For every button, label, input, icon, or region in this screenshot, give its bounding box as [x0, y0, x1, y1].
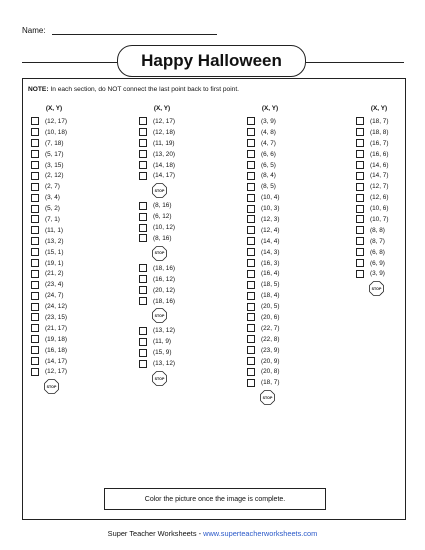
point-checkbox[interactable] — [139, 286, 147, 294]
point-checkbox[interactable] — [31, 292, 39, 300]
name-line[interactable] — [52, 26, 217, 35]
point-label: (14, 6) — [370, 161, 389, 169]
point-item — [247, 160, 293, 171]
point-checkbox[interactable] — [356, 237, 364, 245]
point-checkbox[interactable] — [31, 368, 39, 376]
point-item — [356, 138, 402, 149]
point-item — [247, 366, 293, 377]
name-label: Name: — [22, 26, 46, 35]
point-checkbox[interactable] — [247, 357, 255, 365]
point-item — [31, 192, 77, 203]
point-label: (14, 18) — [153, 161, 176, 169]
point-item — [31, 290, 77, 301]
point-checkbox[interactable] — [247, 194, 255, 202]
point-label: (12, 6) — [370, 194, 389, 202]
point-label: (10, 6) — [370, 205, 389, 213]
point-item — [247, 290, 293, 301]
point-checkbox[interactable] — [31, 335, 39, 343]
point-checkbox[interactable] — [247, 183, 255, 191]
point-label: (2, 12) — [45, 172, 64, 180]
point-label: (20, 9) — [261, 357, 280, 365]
stop-sign — [356, 279, 402, 298]
point-item — [356, 149, 402, 160]
stop-sign — [139, 369, 185, 388]
point-item — [356, 192, 402, 203]
point-item — [356, 160, 402, 171]
point-label: (18, 7) — [370, 117, 389, 125]
point-label: (24, 7) — [45, 292, 64, 300]
stop-sign-icon — [152, 371, 167, 386]
point-checkbox[interactable] — [356, 161, 364, 169]
point-label: (14, 3) — [261, 248, 280, 256]
point-item — [247, 214, 293, 225]
point-label: (18, 16) — [153, 297, 176, 305]
point-label: (11, 9) — [153, 338, 171, 346]
point-label: (20, 8) — [261, 368, 280, 376]
point-label: (13, 2) — [45, 237, 64, 245]
point-item — [139, 233, 185, 244]
point-item — [31, 366, 77, 377]
column-header: (X, Y) — [153, 105, 171, 112]
point-label: (12, 7) — [370, 183, 389, 191]
point-label: (3, 9) — [261, 117, 276, 125]
note — [28, 86, 239, 93]
point-checkbox[interactable] — [31, 313, 39, 321]
point-item — [139, 285, 185, 296]
point-label: (5, 2) — [45, 205, 60, 213]
point-checkbox[interactable] — [31, 215, 39, 223]
point-checkbox[interactable] — [247, 313, 255, 321]
point-label: (8, 5) — [261, 183, 276, 191]
point-item — [356, 214, 402, 225]
point-label: (16, 6) — [370, 150, 389, 158]
point-checkbox[interactable] — [31, 248, 39, 256]
point-label: (8, 7) — [370, 237, 385, 245]
point-checkbox[interactable] — [31, 259, 39, 267]
column-header: (X, Y) — [370, 105, 388, 112]
stop-sign-icon — [152, 308, 167, 323]
point-label: (12, 3) — [261, 215, 280, 223]
point-item — [356, 170, 402, 181]
point-label: (23, 9) — [261, 346, 280, 354]
point-item — [139, 138, 185, 149]
stop-sign-icon — [260, 390, 275, 405]
stop-sign-icon — [152, 183, 167, 198]
column-4 — [356, 105, 402, 298]
point-checkbox[interactable] — [247, 281, 255, 289]
point-checkbox[interactable] — [139, 172, 147, 180]
point-item — [139, 170, 185, 181]
point-checkbox[interactable] — [356, 259, 364, 267]
point-checkbox[interactable] — [31, 161, 39, 169]
point-label: (22, 7) — [261, 324, 280, 332]
point-checkbox[interactable] — [247, 161, 255, 169]
point-checkbox[interactable] — [139, 224, 147, 232]
point-checkbox[interactable] — [31, 150, 39, 158]
point-checkbox[interactable] — [356, 248, 364, 256]
point-checkbox[interactable] — [356, 128, 364, 136]
point-item — [247, 127, 293, 138]
point-label: (12, 17) — [45, 117, 68, 125]
name-row — [22, 26, 217, 35]
point-item — [356, 258, 402, 269]
point-item — [247, 203, 293, 214]
point-label: (3, 4) — [45, 194, 60, 202]
point-checkbox[interactable] — [31, 281, 39, 289]
point-label: (2, 7) — [45, 183, 60, 191]
point-checkbox[interactable] — [247, 172, 255, 180]
point-label: (18, 8) — [370, 128, 389, 136]
point-checkbox[interactable] — [139, 139, 147, 147]
point-checkbox[interactable] — [247, 128, 255, 136]
point-label: (10, 4) — [261, 194, 280, 202]
point-checkbox[interactable] — [31, 128, 39, 136]
point-checkbox[interactable] — [31, 346, 39, 354]
point-label: (21, 17) — [45, 324, 68, 332]
point-checkbox[interactable] — [247, 248, 255, 256]
stop-sign — [139, 181, 185, 200]
point-item — [139, 263, 185, 274]
point-checkbox[interactable] — [31, 183, 39, 191]
point-label: (16, 18) — [45, 346, 68, 354]
title-rule-left — [22, 62, 117, 63]
point-item — [31, 301, 77, 312]
point-label: (19, 1) — [45, 259, 64, 267]
point-item — [247, 377, 293, 388]
point-item — [139, 358, 185, 369]
point-checkbox[interactable] — [139, 234, 147, 242]
page-title: Happy Halloween — [117, 45, 306, 77]
color-instruction: Color the picture once the image is complete. — [104, 488, 326, 510]
point-item — [31, 149, 77, 160]
point-label: (8, 8) — [370, 226, 385, 234]
point-label: (6, 8) — [370, 248, 385, 256]
point-checkbox[interactable] — [139, 275, 147, 283]
point-label: (7, 18) — [45, 139, 64, 147]
point-label: (8, 16) — [153, 202, 172, 210]
stop-sign — [247, 388, 293, 407]
point-label: (4, 8) — [261, 128, 276, 136]
point-checkbox[interactable] — [139, 338, 147, 346]
point-item — [356, 203, 402, 214]
point-label: (6, 9) — [370, 259, 385, 267]
point-label: (13, 12) — [153, 327, 176, 335]
point-item — [31, 334, 77, 345]
footer-text: Super Teacher Worksheets - — [107, 529, 204, 538]
stop-label: STOP — [154, 376, 165, 381]
column-3 — [247, 105, 293, 407]
point-item — [31, 138, 77, 149]
point-checkbox[interactable] — [247, 215, 255, 223]
column-header: (X, Y) — [45, 105, 63, 112]
stop-label: STOP — [154, 188, 165, 193]
point-item — [31, 116, 77, 127]
worksheet-frame — [22, 78, 406, 520]
stop-sign-icon — [44, 379, 59, 394]
point-checkbox[interactable] — [139, 360, 147, 368]
point-item — [356, 236, 402, 247]
point-label: (3, 15) — [45, 161, 64, 169]
point-label: (14, 7) — [370, 172, 389, 180]
point-item — [31, 181, 77, 192]
point-item — [247, 247, 293, 258]
point-label: (12, 17) — [45, 368, 68, 376]
point-checkbox[interactable] — [31, 357, 39, 365]
point-label: (18, 4) — [261, 292, 280, 300]
point-item — [139, 296, 185, 307]
title-rule-right — [306, 62, 404, 63]
point-label: (20, 5) — [261, 303, 280, 311]
note-label: NOTE: — [28, 86, 49, 93]
point-item — [139, 160, 185, 171]
point-item — [247, 138, 293, 149]
point-item — [31, 203, 77, 214]
point-checkbox[interactable] — [247, 205, 255, 213]
stop-label: STOP — [154, 251, 165, 256]
point-checkbox[interactable] — [139, 150, 147, 158]
point-label: (15, 9) — [153, 349, 172, 357]
point-checkbox[interactable] — [139, 213, 147, 221]
point-checkbox[interactable] — [356, 117, 364, 125]
point-checkbox[interactable] — [247, 368, 255, 376]
point-label: (4, 7) — [261, 139, 276, 147]
footer — [0, 529, 425, 538]
point-checkbox[interactable] — [31, 324, 39, 332]
point-checkbox[interactable] — [356, 139, 364, 147]
point-item — [247, 192, 293, 203]
point-checkbox[interactable] — [31, 237, 39, 245]
point-label: (14, 4) — [261, 237, 280, 245]
point-label: (23, 15) — [45, 313, 68, 321]
point-checkbox[interactable] — [247, 237, 255, 245]
point-label: (23, 4) — [45, 281, 64, 289]
stop-sign — [139, 244, 185, 263]
point-checkbox[interactable] — [247, 292, 255, 300]
point-checkbox[interactable] — [139, 161, 147, 169]
point-checkbox[interactable] — [247, 226, 255, 234]
point-label: (16, 4) — [261, 270, 280, 278]
point-label: (14, 17) — [45, 357, 68, 365]
stop-label: STOP — [154, 313, 165, 318]
point-item — [139, 116, 185, 127]
point-checkbox[interactable] — [356, 150, 364, 158]
point-checkbox[interactable] — [31, 194, 39, 202]
point-label: (11, 19) — [153, 139, 175, 147]
stop-label: STOP — [46, 384, 57, 389]
point-label: (11, 1) — [45, 226, 63, 234]
point-item — [31, 258, 77, 269]
point-item — [139, 222, 185, 233]
point-item — [31, 247, 77, 258]
point-checkbox[interactable] — [31, 303, 39, 311]
point-item — [139, 274, 185, 285]
point-label: (10, 12) — [153, 224, 176, 232]
point-label: (18, 7) — [261, 379, 280, 387]
point-item — [139, 325, 185, 336]
point-item — [247, 334, 293, 345]
point-item — [247, 236, 293, 247]
point-checkbox[interactable] — [31, 117, 39, 125]
point-checkbox[interactable] — [247, 139, 255, 147]
point-label: (10, 7) — [370, 215, 389, 223]
stop-label: STOP — [371, 286, 382, 291]
point-item — [139, 347, 185, 358]
point-item — [139, 336, 185, 347]
point-label: (10, 3) — [261, 205, 280, 213]
point-label: (18, 16) — [153, 264, 176, 272]
point-item — [247, 301, 293, 312]
point-item — [139, 211, 185, 222]
point-checkbox[interactable] — [31, 270, 39, 278]
point-label: (10, 18) — [45, 128, 68, 136]
point-label: (16, 3) — [261, 259, 280, 267]
point-item — [247, 323, 293, 334]
point-item — [139, 200, 185, 211]
point-item — [247, 268, 293, 279]
point-item — [31, 268, 77, 279]
point-label: (12, 18) — [153, 128, 176, 136]
note-text: In each section, do NOT connect the last point back to first point. — [50, 86, 239, 93]
point-item — [139, 127, 185, 138]
point-item — [31, 127, 77, 138]
point-item — [356, 181, 402, 192]
point-checkbox[interactable] — [139, 128, 147, 136]
point-label: (16, 12) — [153, 275, 176, 283]
footer-link[interactable]: www.superteacherworksheets.com — [203, 529, 318, 538]
point-item — [31, 356, 77, 367]
point-label: (24, 12) — [45, 303, 68, 311]
point-label: (5, 17) — [45, 150, 64, 158]
point-item — [31, 214, 77, 225]
stop-sign-icon — [152, 246, 167, 261]
point-label: (6, 5) — [261, 161, 276, 169]
point-item — [247, 170, 293, 181]
point-checkbox[interactable] — [31, 139, 39, 147]
point-item — [139, 149, 185, 160]
point-label: (19, 18) — [45, 335, 68, 343]
point-label: (12, 4) — [261, 226, 280, 234]
point-item — [247, 279, 293, 290]
point-label: (13, 12) — [153, 360, 176, 368]
point-checkbox[interactable] — [139, 117, 147, 125]
stop-label: STOP — [262, 395, 273, 400]
point-item — [31, 236, 77, 247]
point-label: (8, 4) — [261, 172, 276, 180]
point-item — [31, 345, 77, 356]
point-checkbox[interactable] — [356, 183, 364, 191]
stop-sign — [139, 306, 185, 325]
point-checkbox[interactable] — [247, 346, 255, 354]
point-checkbox[interactable] — [356, 215, 364, 223]
point-item — [247, 225, 293, 236]
point-checkbox[interactable] — [356, 205, 364, 213]
point-item — [31, 312, 77, 323]
point-label: (14, 17) — [153, 172, 176, 180]
stop-sign-icon — [369, 281, 384, 296]
point-label: (15, 1) — [45, 248, 64, 256]
point-checkbox[interactable] — [356, 270, 364, 278]
point-label: (8, 16) — [153, 234, 172, 242]
point-checkbox[interactable] — [247, 303, 255, 311]
point-checkbox[interactable] — [247, 117, 255, 125]
point-item — [356, 116, 402, 127]
point-label: (20, 6) — [261, 313, 280, 321]
point-item — [356, 247, 402, 258]
point-item — [247, 181, 293, 192]
point-item — [31, 225, 77, 236]
point-label: (6, 6) — [261, 150, 276, 158]
point-checkbox[interactable] — [356, 172, 364, 180]
point-item — [247, 345, 293, 356]
point-item — [31, 170, 77, 181]
point-item — [356, 225, 402, 236]
point-label: (16, 7) — [370, 139, 389, 147]
point-checkbox[interactable] — [139, 202, 147, 210]
point-item — [356, 268, 402, 279]
point-checkbox[interactable] — [247, 259, 255, 267]
point-label: (20, 12) — [153, 286, 176, 294]
point-checkbox[interactable] — [247, 150, 255, 158]
point-label: (3, 9) — [370, 270, 385, 278]
point-checkbox[interactable] — [247, 270, 255, 278]
point-checkbox[interactable] — [31, 172, 39, 180]
point-checkbox[interactable] — [139, 349, 147, 357]
point-item — [31, 323, 77, 334]
point-label: (12, 17) — [153, 117, 176, 125]
stop-sign — [31, 377, 77, 396]
point-item — [31, 160, 77, 171]
point-label: (22, 8) — [261, 335, 280, 343]
point-item — [247, 356, 293, 367]
point-label: (7, 1) — [45, 215, 60, 223]
point-label: (18, 5) — [261, 281, 280, 289]
point-checkbox[interactable] — [139, 297, 147, 305]
point-item — [247, 116, 293, 127]
point-checkbox[interactable] — [247, 324, 255, 332]
point-checkbox[interactable] — [247, 379, 255, 387]
point-checkbox[interactable] — [356, 194, 364, 202]
point-item — [247, 258, 293, 269]
point-item — [247, 312, 293, 323]
point-label: (6, 12) — [153, 213, 172, 221]
point-label: (13, 20) — [153, 150, 176, 158]
point-checkbox[interactable] — [356, 226, 364, 234]
point-checkbox[interactable] — [31, 205, 39, 213]
column-1 — [31, 105, 77, 396]
point-checkbox[interactable] — [31, 226, 39, 234]
point-label: (21, 2) — [45, 270, 64, 278]
point-item — [31, 279, 77, 290]
point-checkbox[interactable] — [139, 264, 147, 272]
point-checkbox[interactable] — [139, 327, 147, 335]
column-2 — [139, 105, 185, 388]
point-item — [356, 127, 402, 138]
point-checkbox[interactable] — [247, 335, 255, 343]
column-header: (X, Y) — [261, 105, 279, 112]
point-item — [247, 149, 293, 160]
